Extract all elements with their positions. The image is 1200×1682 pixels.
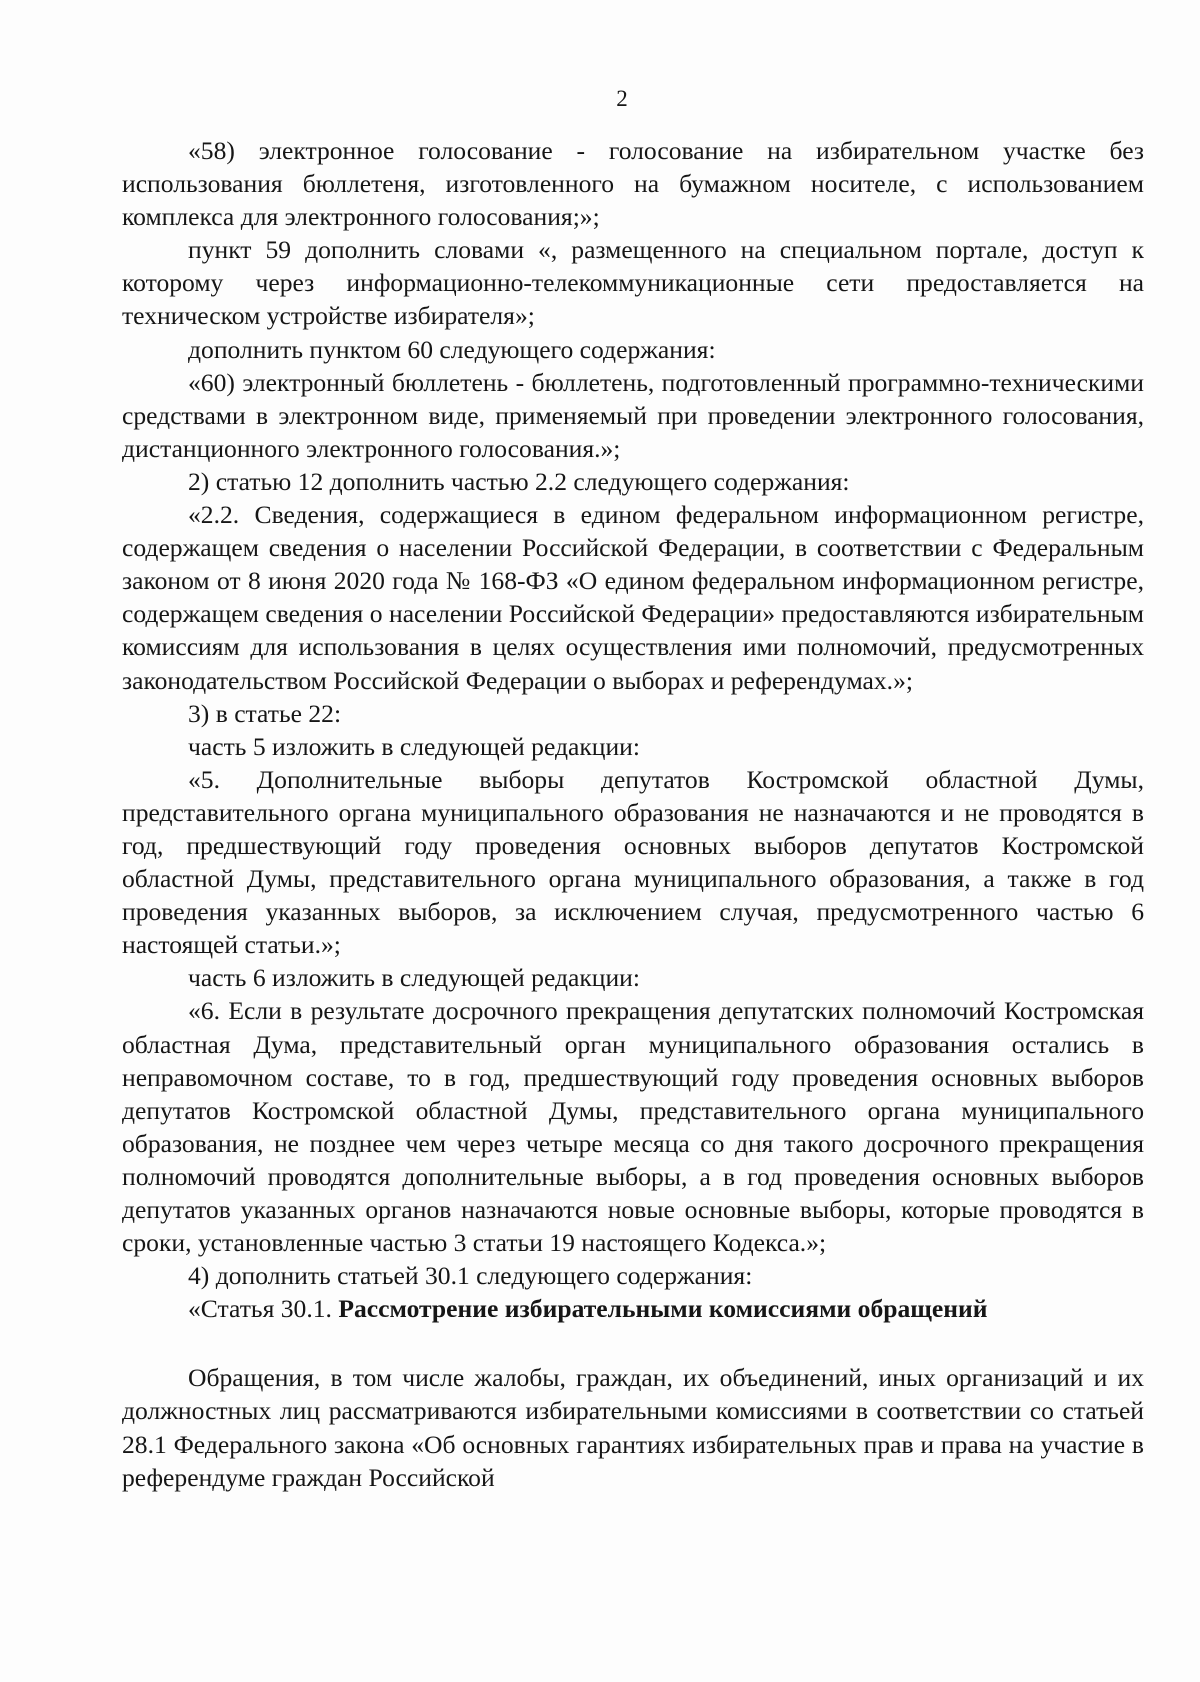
page-number: 2 [616, 86, 628, 111]
paragraph-point-59-amendment: пункт 59 дополнить словами «, размещенного на специальном портале, доступ к которому через информационно-телекоммуникационные сети предоставляется на техническом устройстве избирателя»; [122, 235, 1144, 331]
paragraph-item-60: «60) электронный бюллетень - бюллетень, подготовленный программно-техническими средствами в электронном виде, применяемый при проведении электронного голосования, дистанционного электронного голосования.»; [122, 367, 1144, 463]
article-30-1-heading [122, 1292, 1144, 1325]
paragraph-part-6: «6. Если в результате досрочного прекращения депутатских полномочий Костромская областная Дума, представительный орган муниципального образования остались в неправомочном составе, то в год, предшествующий году проведения основных выборов депутатов Костромской областной Думы, представительного органа муниципального образования, не позднее чем через четыре месяца со дня такого досрочного прекращения полномочий проводятся дополнительные выборы, а в год проведения основных выборов депутатов указанных органов назначаются новые основные выборы, которые проводятся в сроки, установленные частью 3 статьи 19 настоящего Кодекса.»; [122, 996, 1144, 1258]
paragraph-appeals: Обращения, в том числе жалобы, граждан, их объединений, иных организаций и их должностных лиц рассматриваются избирательными комиссиями в соответствии со статьей 28.1 Федерального закона «Об основных гарантиях избирательных прав и права на участие в референдуме граждан Российской [122, 1363, 1144, 1492]
paragraph-part-2-2: «2.2. Сведения, содержащиеся в едином федеральном информационном регистре, содержащем сведения о населении Российской Федерации, в соответствии с Федеральным законом от 8 июня 2020 года № 168-ФЗ «О едином федеральном информационном регистре, содержащем сведения о населении Российской Федерации» предоставляются избирательным комиссиям для использования в целях осуществления ими полномочий, предусмотренных законодательством Российской Федерации о выборах и референдумах.»; [122, 500, 1144, 695]
paragraph-part-6-intro: часть 6 изложить в следующей редакции: [188, 963, 640, 993]
paragraph-article-22: 3) в статье 22: [188, 698, 342, 728]
paragraph-part-5: «5. Дополнительные выборы депутатов Костромской областной Думы, представительного органа муниципального образования не назначаются и не проводятся в год, предшествующий году проведения основных выборов депутатов Костромской областной Думы, представительного органа муниципального образования, а также в год проведения указанных выборов, за исключением случая, предусмотренного частью 6 настоящей статьи.»; [122, 764, 1144, 960]
paragraph-article-12: 2) статью 12 дополнить частью 2.2 следующего содержания: [188, 466, 850, 496]
paragraph-item-58: «58) электронное голосование - голосование на избирательном участке без использования бюллетеня, изготовленного на бумажном носителе, с использованием комплекса для электронного голосования;»; [122, 136, 1144, 232]
paragraph-add-point-60: дополнить пунктом 60 следующего содержания: [188, 334, 716, 364]
paragraph-part-5-intro: часть 5 изложить в следующей редакции: [188, 731, 640, 761]
section-gap [122, 1325, 1144, 1361]
paragraph-article-30-1-intro: 4) дополнить статьей 30.1 следующего содержания: [188, 1261, 753, 1291]
article-30-1-prefix: «Статья 30.1. [188, 1294, 339, 1324]
article-30-1-title: Рассмотрение избирательными комиссиями обращений [338, 1294, 988, 1324]
document-body [122, 134, 1144, 1494]
